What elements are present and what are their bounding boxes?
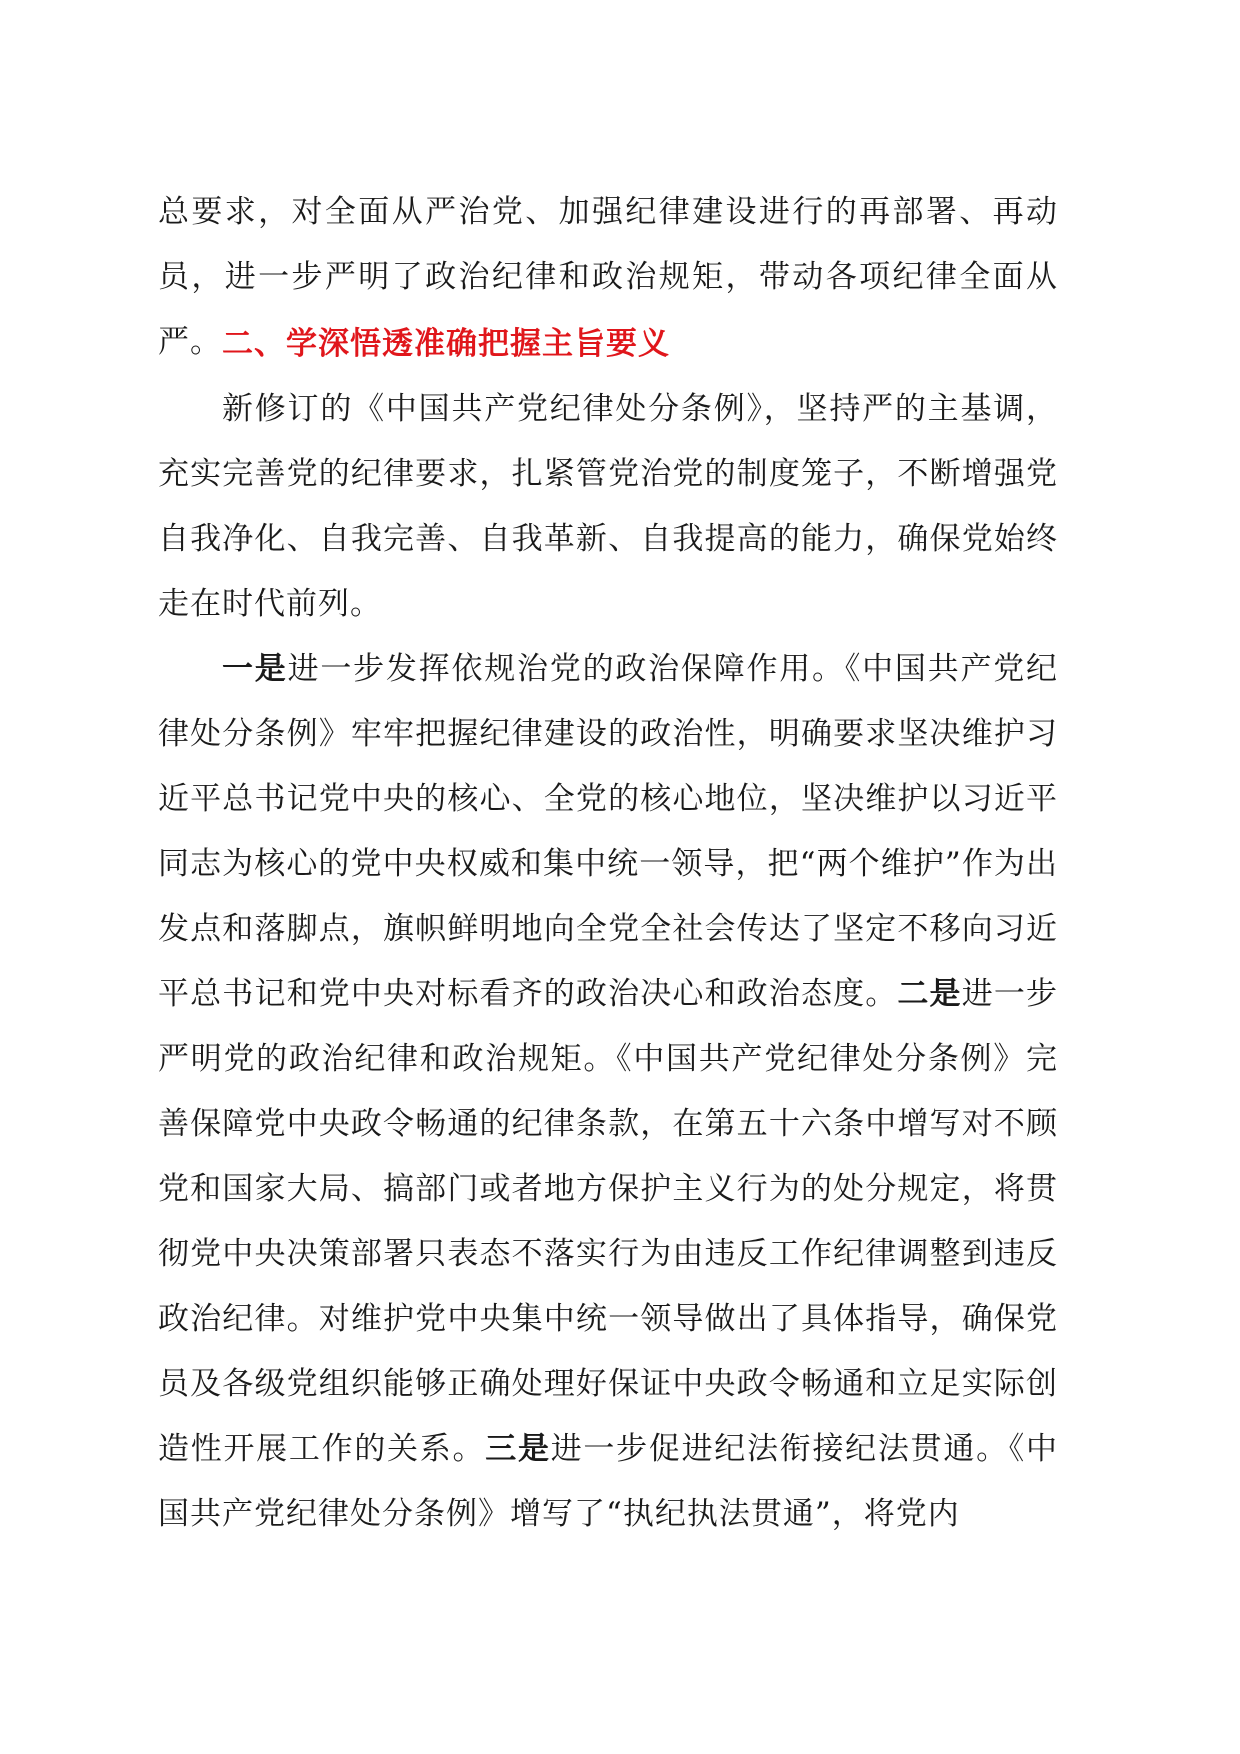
point2-text: 进一步严明党的政治纪律和政治规矩。《中国共产党纪律处分条例》完善保障党中央政令畅通的纪律条款，在第五十六条中增写对不顾党和国家大局、搞部门或者地方保护主义行为的处分规定，将贯彻党中央决策部署只表态不落实行为由违反工作纪律调整到违反政治纪律。对维护党中央集中统一领导做出了具体指导，确保党员及各级党组织能够正确处理好保证中央政令畅通和立足实际创造性开展工作的关系。: [158, 976, 1058, 1467]
points-paragraph: [158, 637, 1058, 1547]
point3-text: 进一步促进纪法衔接纪法贯通。《中国共产党纪律处分条例》增写了“执纪执法贯通”，将党内: [158, 1431, 1059, 1532]
summary-paragraph: [158, 377, 1058, 637]
intro-text: 总要求，对全面从严治党、加强纪律建设进行的再部署、再动员，进一步严明了政治纪律和政治规矩，带动各项纪律全面从严。: [158, 194, 1058, 360]
point2-label: 二是: [897, 976, 962, 1012]
point1-text: 进一步发挥依规治党的政治保障作用。《中国共产党纪律处分条例》牢牢把握纪律建设的政治性，明确要求坚决维护习近平总书记党中央的核心、全党的核心地位，坚决维护以习近平同志为核心的党中央权威和集中统一领导，把“两个维护”作为出发点和落脚点，旗帜鲜明地向全党全社会传达了坚定不移向习近平总书记和党中央对标看齐的政治决心和政治态度。: [158, 651, 1058, 1012]
point1-label: 一是: [222, 651, 288, 687]
section-heading: [222, 312, 670, 377]
point3-label: 三是: [485, 1431, 551, 1467]
section-heading-text: 二、学深悟透准确把握主旨要义: [222, 326, 670, 362]
summary-text: 新修订的《中国共产党纪律处分条例》，坚持严的主基调，充实完善党的纪律要求，扎紧管党治党的制度笼子，不断增强党自我净化、自我完善、自我革新、自我提高的能力，确保党始终走在时代前列。: [158, 391, 1058, 622]
points-text: [158, 637, 1058, 1547]
